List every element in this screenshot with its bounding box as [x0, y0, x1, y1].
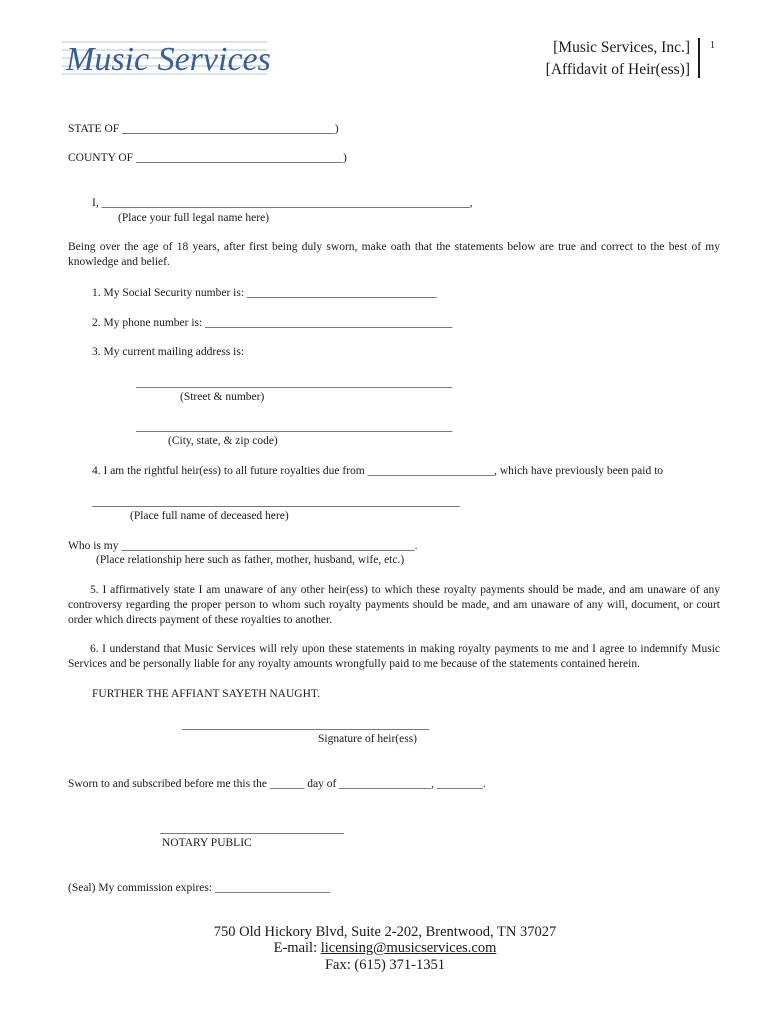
document-header — [546, 37, 690, 81]
logo-text: Music Services — [66, 41, 271, 78]
footer-address: 750 Old Hickory Blvd, Suite 2-202, Brentwood, TN 37027 — [213, 924, 557, 940]
ssn-field[interactable]: 1. My Social Security number is: _________________________________ — [92, 287, 437, 299]
legal-name-field[interactable]: I, ________________________________________________________________, — [92, 197, 473, 209]
footer-email — [0, 940, 770, 956]
logo-staff-lines — [62, 28, 272, 80]
document-title: [Affidavit of Heir(ess)] — [545, 61, 690, 78]
further-affiant-text: FURTHER THE AFFIANT SAYETH NAUGHT. — [92, 688, 320, 700]
statement-5: 5. I affirmatively state I am unaware of any other heir(ess) to which these royalty payments should be made, and am unaware of any controversy regarding the proper person to whom such royalty payments should be made, and am unaware of any will, document, or court order which directs payment of these royalties to another. — [68, 584, 720, 626]
notary-public-label: NOTARY PUBLIC — [162, 837, 252, 849]
legal-name-hint: (Place your full legal name here) — [118, 212, 270, 224]
signature-label: Signature of heir(ess) — [318, 733, 417, 745]
signature-field[interactable]: ___________________________________________ — [182, 719, 430, 731]
statement-6: 6. I understand that Music Services will rely upon these statements in making royalty payments to me and I agree to indemnify Music Services and be personally liable for any royalty amounts wrongfully paid to me because of the statements contained herein. — [68, 643, 720, 670]
relationship-hint: (Place relationship here such as father, mother, husband, wife, etc.) — [96, 554, 405, 566]
deceased-name-hint: (Place full name of deceased here) — [130, 510, 289, 522]
street-field[interactable]: _______________________________________________________ — [136, 377, 453, 389]
header-divider — [698, 38, 700, 78]
company-name: [Music Services, Inc.] — [553, 39, 690, 56]
deceased-name-field[interactable]: ________________________________________________________________ — [92, 496, 460, 508]
rightful-heir-statement[interactable]: 4. I am the rightful heir(ess) to all future royalties due from ______________________, which have previously been paid to — [92, 465, 664, 477]
music-services-logo — [62, 28, 272, 80]
footer-email-label: E-mail: — [273, 940, 321, 956]
notary-signature-field[interactable]: ________________________________ — [160, 823, 344, 835]
street-hint: (Street & number) — [180, 391, 265, 403]
intro-paragraph: Being over the age of 18 years, after first being duly sworn, make oath that the statements below are true and correct to the best of my knowledge and belief. — [68, 241, 720, 268]
commission-expires-field[interactable]: (Seal) My commission expires: ____________________ — [68, 882, 330, 894]
phone-field[interactable]: 2. My phone number is: ___________________________________________ — [92, 317, 453, 329]
mailing-address-label: 3. My current mailing address is: — [92, 346, 245, 358]
footer-fax: Fax: (615) 371-1351 — [324, 957, 445, 973]
city-state-zip-hint: (City, state, & zip code) — [168, 435, 278, 447]
sworn-date-field[interactable]: Sworn to and subscribed before me this the ______ day of ________________, ________. — [68, 778, 486, 790]
city-state-zip-field[interactable]: _______________________________________________________ — [136, 421, 453, 433]
email-link[interactable]: licensing@musicservices.com — [320, 940, 497, 956]
page-number: 1 — [710, 40, 715, 51]
county-field[interactable]: COUNTY OF ____________________________________) — [68, 152, 347, 164]
relationship-field[interactable]: Who is my ___________________________________________________. — [68, 540, 418, 552]
state-field[interactable]: STATE OF _____________________________________) — [68, 123, 339, 135]
